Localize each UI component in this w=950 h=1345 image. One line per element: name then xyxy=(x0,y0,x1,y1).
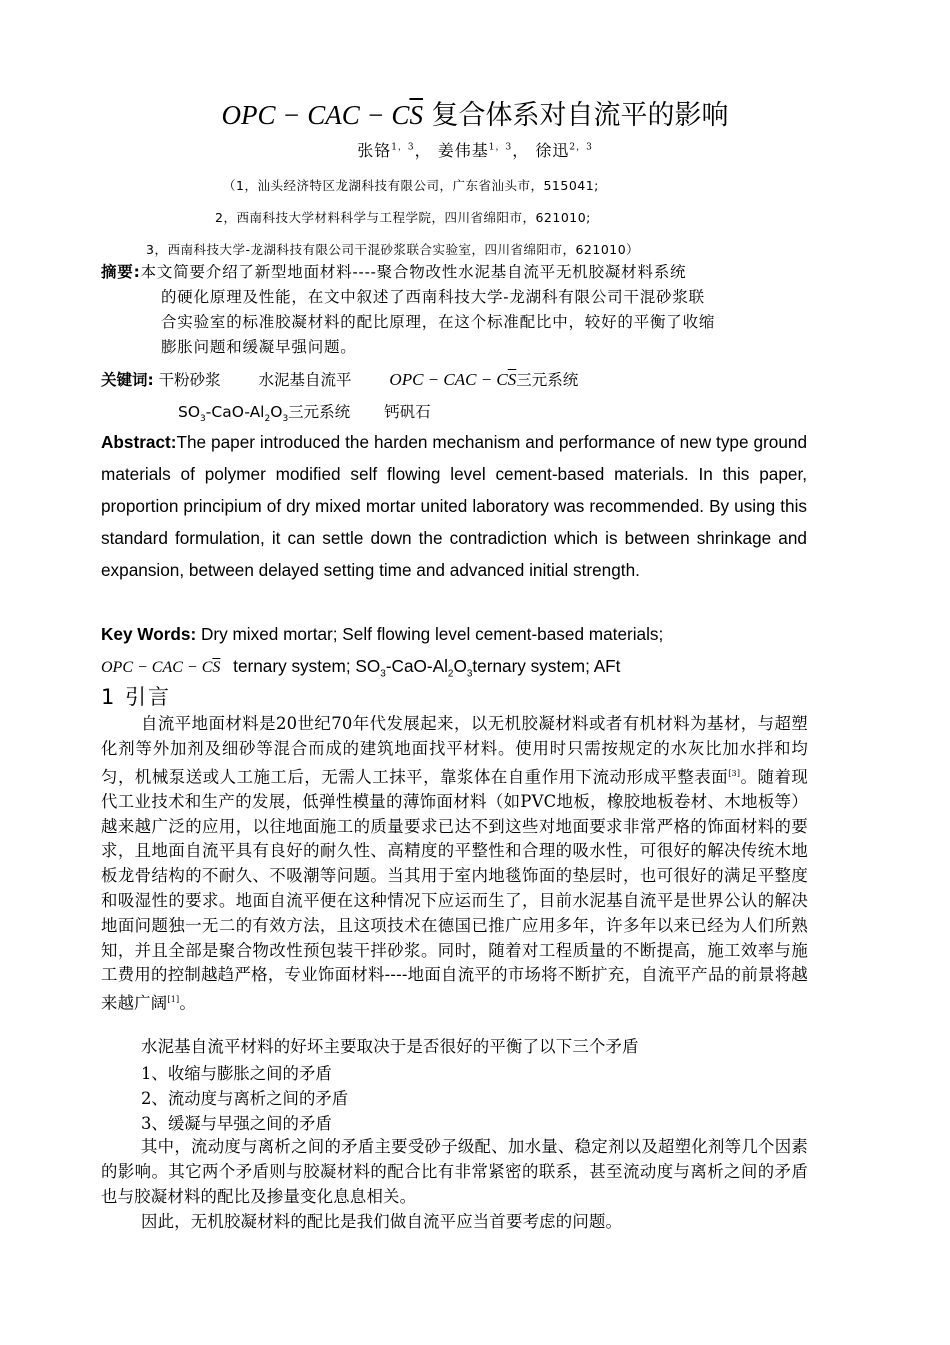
affiliation-2: 2，西南科技大学材料科学与工程学院，四川省绵阳市，621010; xyxy=(215,210,591,225)
author-list: 张铬$^{1,3}$， 姜伟基$^{1,3}$， 徐迅$^{2,3}$ xyxy=(357,141,593,160)
list-item: 1、收缩与膨胀之间的矛盾 xyxy=(141,1064,332,1083)
section-heading: 1 引言 xyxy=(101,685,172,709)
keywords-en: Key Words: Dry mixed mortar; Self flowing level cement-based materials; OPC − CAC − $C\overline{S}$ ternary system; $SO_3-CaO-Al_2O_3ternary$ system; AFt xyxy=(101,624,664,680)
list-item: 3、缓凝与早强之间的矛盾 xyxy=(141,1114,332,1133)
keywords-en-label: Key Words: xyxy=(101,624,197,644)
section1-paragraph-2: 水泥基自流平材料的好坏主要取决于是否很好的平衡了以下三个矛盾 xyxy=(141,1037,639,1056)
keywords-en-formula: OPC − CAC − $C\overline{S}$ xyxy=(101,659,221,676)
list-item: 2、流动度与离析之间的矛盾 xyxy=(141,1089,349,1108)
keywords-zh-label: 关键词: xyxy=(101,371,154,389)
keywords-zh-line1: 关键词: 干粉砂浆 水泥基自流平 OPC − CAC − $C\overline{S}$三元系统 xyxy=(101,370,579,389)
affiliation-3: 3，西南科技大学-龙湖科技有限公司干混砂浆联合实验室，四川省绵阳市，621010） xyxy=(146,242,640,257)
abstract-en-text: The paper introduced the harden mechanism and performance of new type ground materials of polymer modified self flowing level cement-based materials. In this paper, proportion principium of dry mixed mortar united laboratory was recommended. By using this standard formulation, it can settle down the contradiction which is between shrinkage and expansion, between delayed setting time and advanced initial strength. xyxy=(101,432,807,580)
abstract-zh: 摘要:本文简要介绍了新型地面材料----聚合物改性水泥基自流平无机胶凝材料系统 的硬化原理及性能，在文中叙述了西南科技大学-龙湖科有限公司干混砂浆联 合实验室的标准胶凝材料的配比原理，在这个标准配比中，较好的平衡了收缩 膨胀问题和缓凝早强问题。 xyxy=(101,263,716,356)
keyword: 钙矾石 xyxy=(384,403,431,421)
section1-paragraph-4: 因此，无机胶凝材料的配比是我们做自流平应当首要考虑的问题。 xyxy=(141,1212,623,1231)
section1-paragraph-1: 自流平地面材料是20世纪70年代发展起来，以无机胶凝材料或者有机材料为基材，与超塑化剂等外加剂及细砂等混合而成的建筑地面找平材料。使用时只需按规定的水灰比加水拌和均匀，机械泵送或人工施工后，无需人工抹平，靠浆体在自重作用下流动形成平整表面[3]。随着现代工业技术和生产的发展，低弹性模量的薄饰面材料（如PVC地板，橡胶地板卷材、木地板等）越来越广泛的应用，以往地面施工的质量要求已达不到这些对地面要求非常严格的饰面材料的要求，且地面自流平具有良好的耐久性、高精度的平整性和合理的吸水性，可很好的解决传统木地板龙骨结构的不耐久、不吸潮等问题。当其用于室内地毯饰面的垫层时，也可很好的满足平整度和吸湿性的要求。地面自流平便在这种情况下应运而生了，目前水泥基自流平是世界公认的解决地面问题独一无二的有效方法，且这项技术在德国已推广应用多年，许多年以来已经为人们所熟知，并且全部是聚合物改性预包装干拌砂浆。同时，随着对工程质量的不断提高，施工效率与施工费用的控制越趋严格，专业饰面材料----地面自流平的市场将不断扩充，自流平产品的前景将越来越广阔[1]。 xyxy=(101,714,808,1013)
citation: [1] xyxy=(167,995,180,1005)
keywords-zh-line2: $SO_3-CaO-Al_2O_3$三元系统 钙矾石 xyxy=(178,403,431,425)
keyword: 水泥基自流平 xyxy=(258,371,352,389)
abstract-zh-label: 摘要: xyxy=(101,263,141,281)
abstract-en xyxy=(101,426,807,586)
section1-paragraph-3: 其中，流动度与离析之间的矛盾主要受砂子级配、加水量、稳定剂以及超塑化剂等几个因素的影响。其它两个矛盾则与胶凝材料的配合比有非常紧密的联系，甚至流动度与离析之间的矛盾也与胶凝材料的配比及掺量变化息息相关。 xyxy=(101,1137,808,1206)
keyword: 干粉砂浆 xyxy=(158,371,221,389)
citation: [3] xyxy=(728,768,741,778)
author-3: 徐迅 xyxy=(535,141,570,160)
author-2: 姜伟基 xyxy=(437,141,489,160)
keyword-formula: OPC − CAC − $C\overline{S}$ xyxy=(389,370,517,389)
title-text: 复合体系对自流平的影响 xyxy=(431,100,729,131)
author-1: 张铬 xyxy=(357,141,392,160)
keyword-chemical: $SO_3-CaO-Al_2O_3$ xyxy=(178,403,289,425)
abstract-en-label: Abstract: xyxy=(101,432,177,452)
paper-title xyxy=(0,96,950,135)
title-formula: OPC − CAC − $C\overline{S}$ xyxy=(221,100,423,130)
affiliation-1: （1，汕头经济特区龙湖科技有限公司，广东省汕头市，515041; xyxy=(223,178,599,193)
